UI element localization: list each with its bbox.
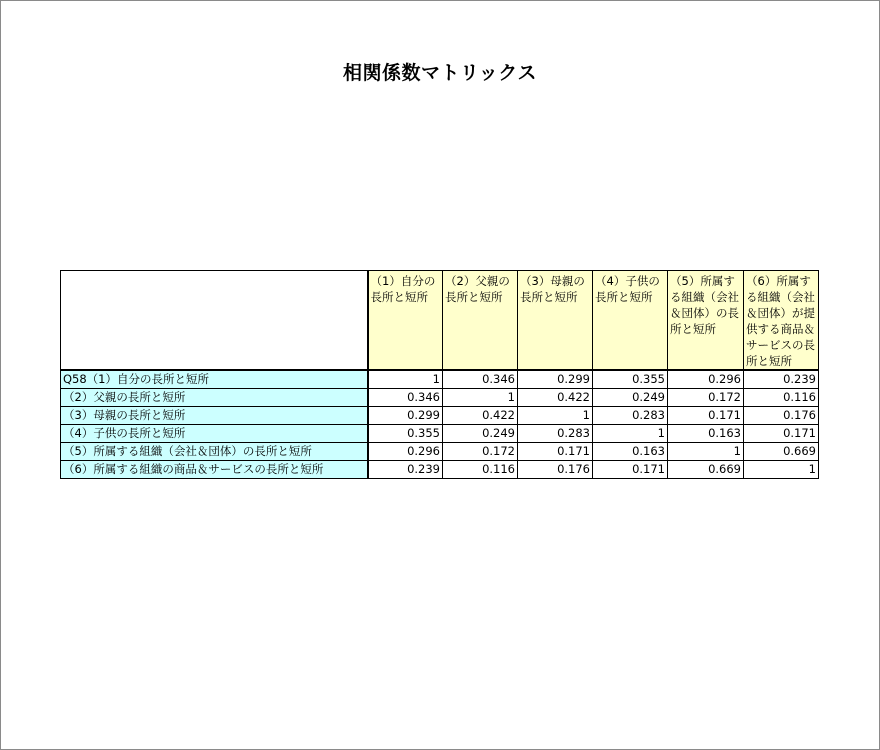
matrix-cell: 0.116 bbox=[443, 461, 518, 479]
column-header-2: （2）父親の長所と短所 bbox=[443, 271, 518, 371]
table-row bbox=[61, 370, 819, 389]
matrix-cell: 0.299 bbox=[518, 370, 593, 389]
column-header-3: （3）母親の長所と短所 bbox=[518, 271, 593, 371]
table-row bbox=[61, 461, 819, 479]
table-row bbox=[61, 425, 819, 443]
matrix-cell: 1 bbox=[443, 389, 518, 407]
matrix-cell: 0.171 bbox=[744, 425, 819, 443]
header-row bbox=[61, 271, 819, 371]
column-header-4: （4）子供の長所と短所 bbox=[593, 271, 668, 371]
column-header-5: （5）所属する組織（会社＆団体）の長所と短所 bbox=[668, 271, 744, 371]
matrix-cell: 1 bbox=[368, 370, 443, 389]
row-header-1: Q58（1）自分の長所と短所 bbox=[61, 370, 368, 389]
matrix-cell: 1 bbox=[668, 443, 744, 461]
matrix-cell: 0.669 bbox=[744, 443, 819, 461]
matrix-cell: 0.163 bbox=[593, 443, 668, 461]
row-header-2: （2）父親の長所と短所 bbox=[61, 389, 368, 407]
matrix-cell: 0.239 bbox=[368, 461, 443, 479]
table-row bbox=[61, 389, 819, 407]
matrix-cell: 0.296 bbox=[668, 370, 744, 389]
row-header-3: （3）母親の長所と短所 bbox=[61, 407, 368, 425]
matrix-cell: 0.163 bbox=[668, 425, 744, 443]
matrix-cell: 0.283 bbox=[593, 407, 668, 425]
matrix-cell: 0.355 bbox=[593, 370, 668, 389]
matrix-cell: 0.239 bbox=[744, 370, 819, 389]
matrix-cell: 1 bbox=[593, 425, 668, 443]
matrix-cell: 0.116 bbox=[744, 389, 819, 407]
matrix-cell: 1 bbox=[744, 461, 819, 479]
page-title: 相関係数マトリックス bbox=[342, 62, 538, 84]
matrix-cell: 0.299 bbox=[368, 407, 443, 425]
matrix-cell: 0.422 bbox=[518, 389, 593, 407]
matrix-cell: 0.296 bbox=[368, 443, 443, 461]
matrix-cell: 0.172 bbox=[668, 389, 744, 407]
matrix-cell: 0.283 bbox=[518, 425, 593, 443]
table-row bbox=[61, 407, 819, 425]
row-header-5: （5）所属する組織（会社＆団体）の長所と短所 bbox=[61, 443, 368, 461]
row-header-6: （6）所属する組織の商品＆サービスの長所と短所 bbox=[61, 461, 368, 479]
correlation-matrix-table bbox=[60, 270, 819, 479]
matrix-cell: 0.422 bbox=[443, 407, 518, 425]
column-header-6: （6）所属する組織（会社＆団体）が提供する商品＆サービスの長所と短所 bbox=[744, 271, 819, 371]
matrix-cell: 0.172 bbox=[443, 443, 518, 461]
column-header-1: （1）自分の長所と短所 bbox=[368, 271, 443, 371]
matrix-cell: 0.176 bbox=[744, 407, 819, 425]
matrix-cell: 0.355 bbox=[368, 425, 443, 443]
matrix-cell: 0.171 bbox=[593, 461, 668, 479]
table-row bbox=[61, 443, 819, 461]
matrix-cell: 0.346 bbox=[368, 389, 443, 407]
corner-cell bbox=[61, 271, 368, 371]
matrix-cell: 0.249 bbox=[593, 389, 668, 407]
matrix-cell: 0.171 bbox=[518, 443, 593, 461]
matrix-cell: 1 bbox=[518, 407, 593, 425]
matrix-cell: 0.171 bbox=[668, 407, 744, 425]
matrix-cell: 0.249 bbox=[443, 425, 518, 443]
matrix-cell: 0.346 bbox=[443, 370, 518, 389]
matrix-cell: 0.176 bbox=[518, 461, 593, 479]
matrix-cell: 0.669 bbox=[668, 461, 744, 479]
row-header-4: （4）子供の長所と短所 bbox=[61, 425, 368, 443]
